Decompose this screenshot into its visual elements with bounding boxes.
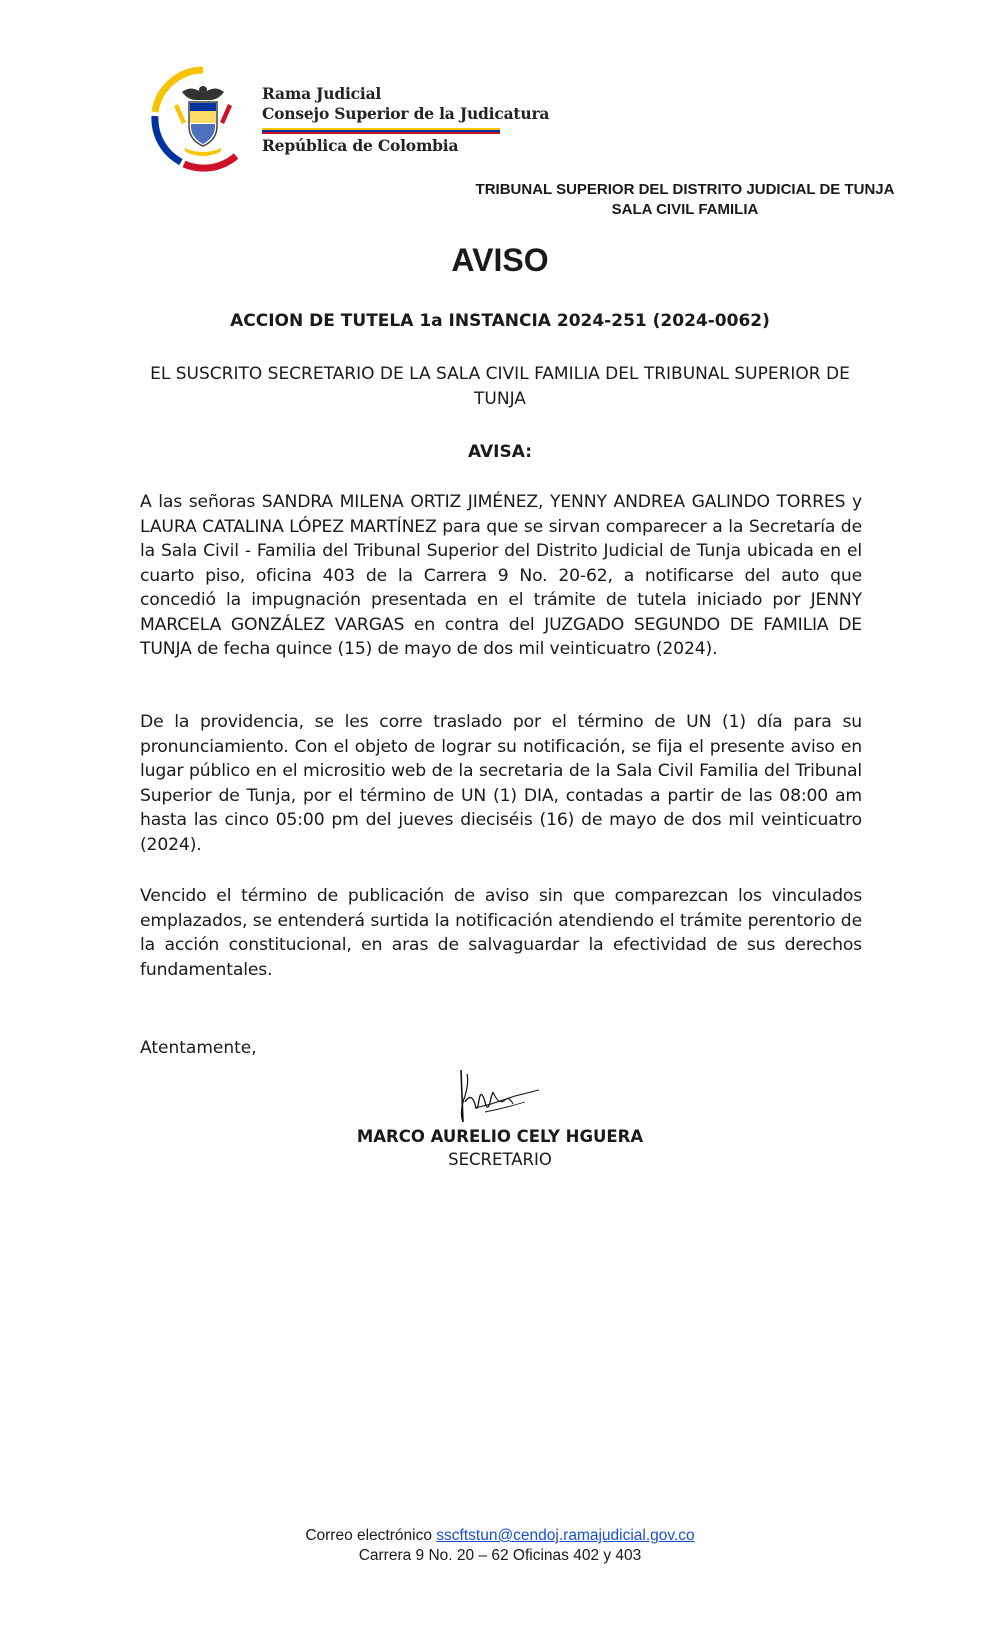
body-paragraph: A las señoras SANDRA MILENA ORTIZ JIMÉNEZ, YENNY ANDREA GALINDO TORRES y LAURA CATALINA LÓPEZ MARTÍNEZ para que se sirvan comparecer a la Secretaría de la Sala Civil - Familia del Tribunal Superior del Distrito Judicial de Tunja ubicada en el cuarto piso, oficina 403 de la Carrera 9 No. 20-62, a notificarse del auto que concedió la impugnación presentada en el trámite de tutela iniciado por JENNY MARCELA GONZÁLEZ VARGAS en contra del JUZGADO SEGUNDO DE FAMILIA DE TUNJA de fecha quince (15) de mayo de dos mil veinticuatro (2024).: [140, 492, 862, 659]
body-paragraph: Vencido el término de publicación de aviso sin que comparezcan los vinculados emplazados, se entenderá surtida la notificación atendiendo el trámite perentorio de la acción constitucional, en aras de salvaguardar la efectividad de sus derechos fundamentales.: [140, 886, 862, 980]
footer-email-line: [0, 1526, 1000, 1546]
organization-block: [262, 84, 549, 156]
document-subtitle: ACCION DE TUTELA 1a INSTANCIA 2024-251 (2024-0062): [230, 311, 770, 331]
signer-name: MARCO AURELIO CELY HGUERA: [356, 1127, 644, 1146]
rama-judicial-logo: [148, 64, 258, 174]
body-paragraph: De la providencia, se les corre traslado por el término de UN (1) día para su pronunciamiento. Con el objeto de lograr su notificación, se fija el presente aviso en lugar público en el micrositio web de la secretaria de la Sala Civil Familia del Tribunal Superior de Tunja, por el término de UN (1) DIA, contadas a partir de las 08:00 am hasta las cinco 05:00 pm del jueves dieciséis (16) de mayo de dos mil veinticuatro (2024).: [140, 712, 862, 855]
org-name-line1: Rama Judicial: [262, 84, 382, 103]
tribunal-heading: [420, 180, 950, 220]
org-name-line2: Consejo Superior de la Judicatura: [262, 104, 550, 123]
tribunal-line2: SALA CIVIL FAMILIA: [611, 201, 759, 218]
footer-address: Carrera 9 No. 20 – 62 Oficinas 402 y 403: [358, 1547, 642, 1564]
footer: [0, 1526, 1000, 1566]
handwritten-signature: [455, 1052, 550, 1132]
tribunal-line1: TRIBUNAL SUPERIOR DEL DISTRITO JUDICIAL DE TUNJA: [475, 181, 895, 198]
closing-salutation: Atentamente,: [140, 1038, 257, 1058]
signer-role: SECRETARIO: [448, 1150, 552, 1169]
avisa-heading: AVISA:: [468, 442, 532, 462]
tricolor-rule: [262, 128, 500, 134]
document-title: AVISO: [451, 242, 549, 278]
colombia-coat-of-arms-icon: [148, 64, 258, 174]
org-name-line3: República de Colombia: [262, 136, 459, 155]
footer-email-label: Correo electrónico: [305, 1527, 432, 1544]
footer-email-link[interactable]: sscftstun@cendoj.ramajudicial.gov.co: [436, 1527, 695, 1544]
secretary-statement: EL SUSCRITO SECRETARIO DE LA SALA CIVIL FAMILIA DEL TRIBUNAL SUPERIOR DE TUNJA: [150, 364, 850, 409]
